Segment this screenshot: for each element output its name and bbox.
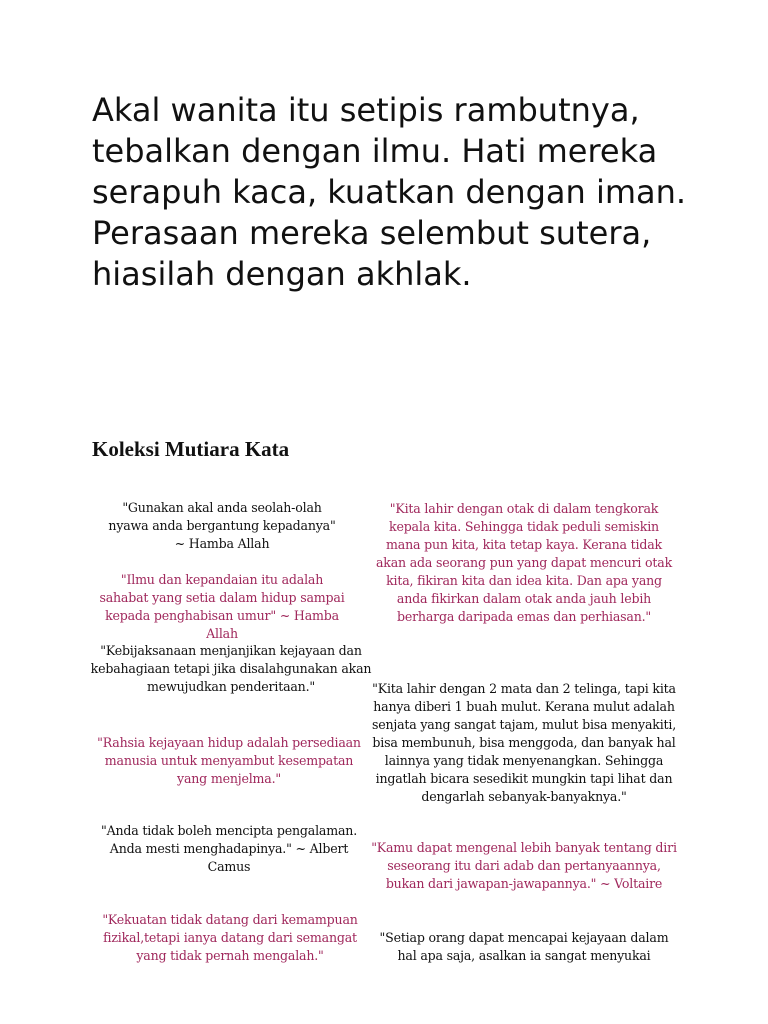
quote-right-2: "Kita lahir dengan 2 mata dan 2 telinga, tapi kita hanya diberi 1 buah mulut. Kerana mulut adalah senjata yang sangat tajam, mulut bisa menyakiti, bisa membunuh, bisa menggoda, dan banyak hal lainnya yang tidak menyenangkan. Sehingga ingatlah bicara sesedikit mungkin tapi lihat dan dengarlah sebanyak-banyaknya." [371,681,677,804]
quote-left-2: "Ilmu dan kepandaian itu adalah sahabat yang setia dalam hidup sampai kepada penghabisan umur" ~ Hamba Allah [99,572,345,641]
quote-left-5: "Anda tidak boleh mencipta pengalaman. Anda mesti menghadapinya." ~ Albert Camus [100,823,358,874]
quote-right-4: "Setiap orang dapat mencapai kejayaan dalam hal apa saja, asalkan ia sangat menyukai [379,930,669,963]
quote-left-1: "Gunakan akal anda seolah-olah nyawa anda bergantung kepadanya" ~ Hamba Allah [108,500,336,551]
intro-quote: Akal wanita itu setipis rambutnya, tebalkan dengan ilmu. Hati mereka serapuh kaca, kuatkan dengan iman. Perasaan mereka selembut sutera, hiasilah dengan akhlak. [92,91,687,293]
quote-left-6: "Kekuatan tidak datang dari kemampuan fizikal,tetapi ianya datang dari semangat yang tidak pernah mengalah." [102,912,358,963]
section-title: Koleksi Mutiara Kata [92,437,290,461]
quote-left-4: "Rahsia kejayaan hidup adalah persediaan manusia untuk menyambut kesempatan yang menjelma." [97,735,361,786]
quote-right-3: "Kamu dapat mengenal lebih banyak tentang diri seseorang itu dari adab dan pertanyaannya, bukan dari jawapan-jawapannya." ~ Voltaire [371,840,677,891]
quote-right-1: "Kita lahir dengan otak di dalam tengkorak kepala kita. Sehingga tidak peduli semiskin mana pun kita, kita tetap kaya. Kerana tidak akan ada seorang pun yang dapat mencuri otak kita, fikiran kita dan idea kita. Dan apa yang anda fikirkan dalam otak anda jauh lebih berharga daripada emas dan perhiasan." [375,501,673,624]
quote-left-3: "Kebijaksanaan menjanjikan kejayaan dan kebahagiaan tetapi jika disalahgunakan akan mewujudkan penderitaan." [90,643,372,694]
